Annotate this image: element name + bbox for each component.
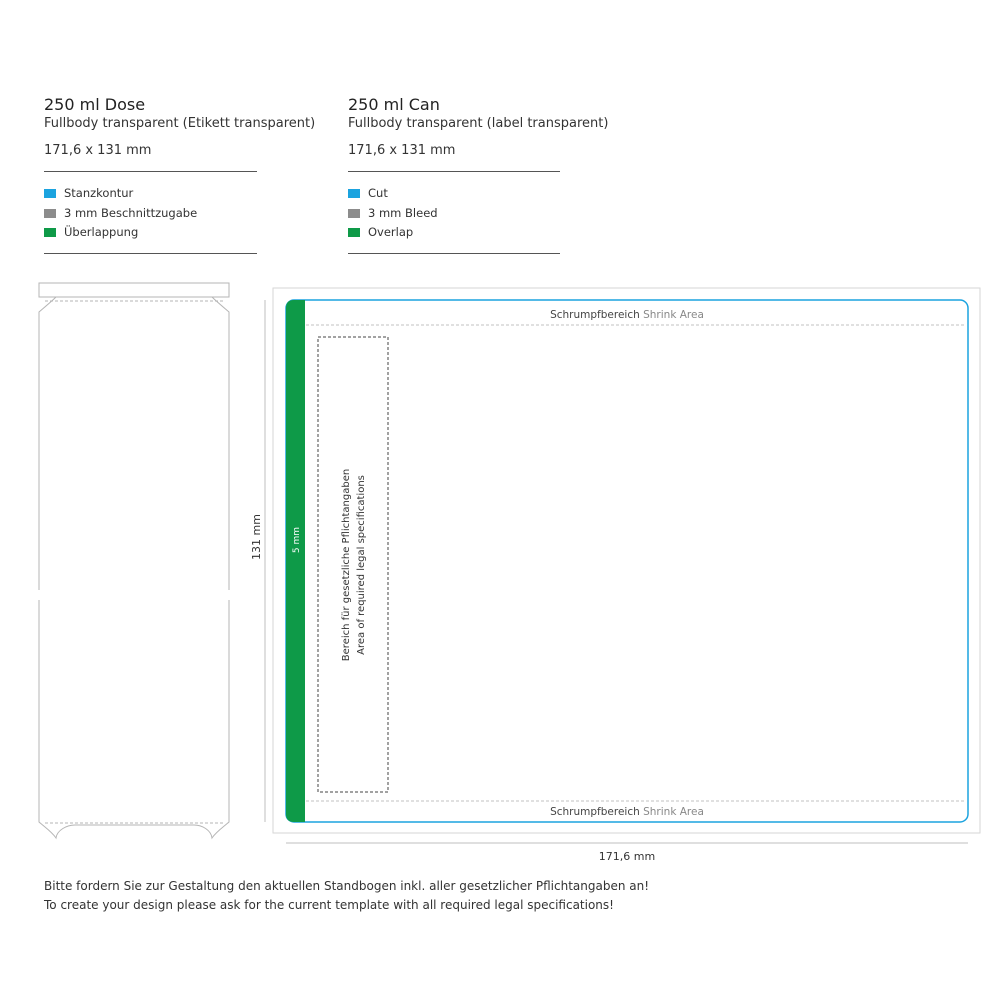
overlap-bar	[286, 300, 305, 822]
width-label: 171,6 mm	[598, 850, 656, 863]
can-body-outline	[39, 297, 229, 838]
legal-area-label-en: Area of required legal specifications	[356, 475, 367, 655]
can-lid-outline	[39, 283, 229, 297]
shrink-area-bottom-de: Schrumpfbereich	[550, 806, 640, 818]
legend-label: Überlappung	[64, 225, 139, 239]
legend-label: Overlap	[368, 225, 414, 239]
legend-label: 3 mm Bleed	[368, 206, 438, 220]
subtitle-german: Fullbody transparent (Etikett transparent)	[44, 116, 316, 131]
footer-note-english: To create your design please ask for the current template with all required legal specifications!	[44, 898, 614, 912]
shrink-area-bottom-label	[550, 806, 704, 818]
legend-label: 3 mm Beschnittzugabe	[64, 206, 198, 220]
overlap-width-label: 5 mm	[292, 526, 302, 554]
shrink-area-top-de: Schrumpfbereich	[550, 309, 640, 321]
title-german: 250 ml Dose	[44, 95, 146, 114]
shrink-area-top-en: Shrink Area	[643, 309, 704, 321]
height-label: 131 mm	[250, 514, 263, 560]
shrink-area-bottom-en: Shrink Area	[643, 806, 704, 818]
footer-note-german: Bitte fordern Sie zur Gestaltung den aktuellen Standbogen inkl. aller gesetzlicher Pflichtangaben an!	[44, 879, 650, 893]
dimensions-german: 171,6 x 131 mm	[44, 143, 152, 158]
legend-label: Stanzkontur	[64, 186, 134, 200]
dimensions-english: 171,6 x 131 mm	[348, 143, 456, 158]
legend-label: Cut	[368, 186, 388, 200]
title-english: 250 ml Can	[348, 95, 440, 114]
legal-area-label-de: Bereich für gesetzliche Pflichtangaben	[341, 468, 352, 662]
shrink-area-top-label	[550, 309, 704, 321]
subtitle-english: Fullbody transparent (label transparent)	[348, 116, 609, 131]
